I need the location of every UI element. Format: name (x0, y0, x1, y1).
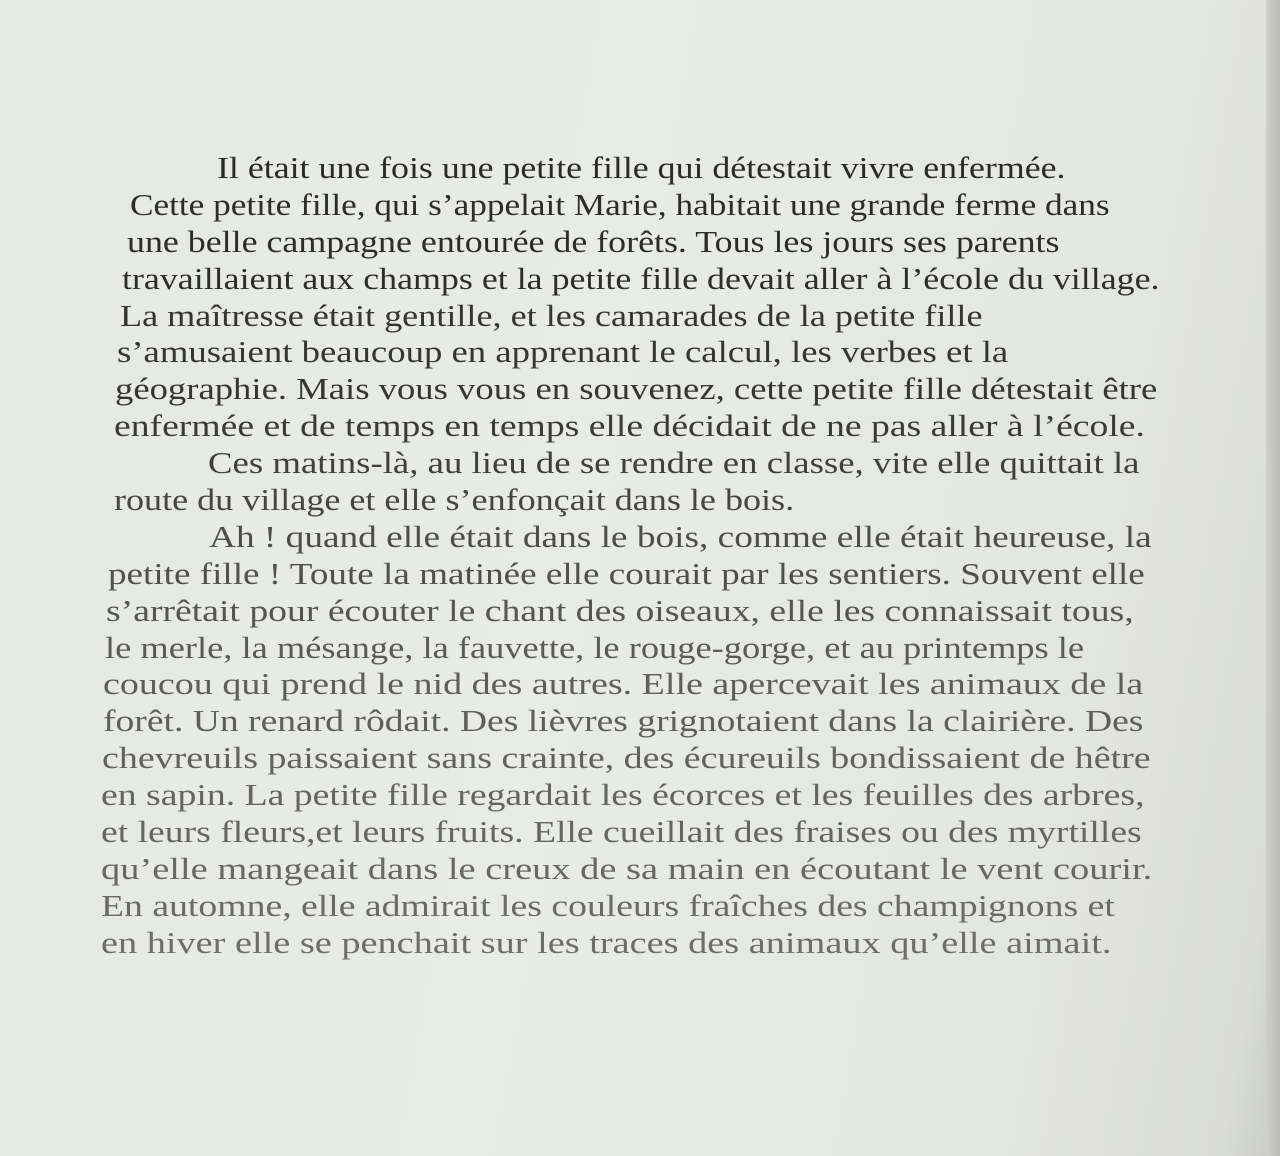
story-line: route du village et elle s’enfonçait dans le bois. (114, 483, 795, 518)
story-line: En automne, elle admirait les couleurs fraîches des champignons et (101, 888, 1115, 923)
story-line: La maîtresse était gentille, et les camarades de la petite fille (120, 298, 983, 333)
story-line: Ah ! quand elle était dans le bois, comme elle était heureuse, la (209, 519, 1152, 554)
story-line: Cette petite fille, qui s’appelait Marie, habitait une grande ferme dans (130, 187, 1110, 222)
story-line: petite fille ! Toute la matinée elle courait par les sentiers. Souvent elle (108, 556, 1145, 591)
story-line: travaillaient aux champs et la petite fille devait aller à l’école du village. (122, 261, 1160, 296)
story-line: une belle campagne entourée de forêts. Tous les jours ses parents (127, 224, 1060, 259)
story-line: en sapin. La petite fille regardait les écorces et les feuilles des arbres, (101, 778, 1145, 813)
story-line: s’arrêtait pour écouter le chant des oiseaux, elle les connaissait tous, (106, 593, 1134, 628)
story-line: Ces matins-là, au lieu de se rendre en classe, vite elle quittait la (208, 446, 1140, 481)
story-line: coucou qui prend le nid des autres. Elle apercevait les animaux de la (103, 667, 1144, 702)
story-line: enfermée et de temps en temps elle décidait de ne pas aller à l’école. (114, 409, 1145, 444)
story-line: qu’elle mangeait dans le creux de sa main en écoutant le vent courir. (101, 851, 1153, 886)
story-text (100, 150, 1190, 962)
page-edge-shadow (1266, 0, 1280, 1156)
story-line: Il était une fois une petite fille qui détestait vivre enfermée. (217, 151, 1066, 185)
story-line: chevreuils paissaient sans crainte, des écureuils bondissaient de hêtre (102, 741, 1151, 776)
story-line: le merle, la mésange, la fauvette, le rouge-gorge, et au printemps le (105, 630, 1085, 665)
story-line: en hiver elle se penchait sur les traces des animaux qu’elle aimait. (101, 925, 1112, 960)
story-line: et leurs fleurs,et leurs fruits. Elle cueillait des fraises ou des myrtilles (101, 815, 1142, 850)
story-line: géographie. Mais vous vous en souvenez, cette petite fille détestait être (115, 372, 1158, 407)
story-line: s’amusaient beaucoup en apprenant le calcul, les verbes et la (117, 335, 1009, 370)
story-line: forêt. Un renard rôdait. Des lièvres grignotaient dans la clairière. Des (103, 704, 1144, 739)
